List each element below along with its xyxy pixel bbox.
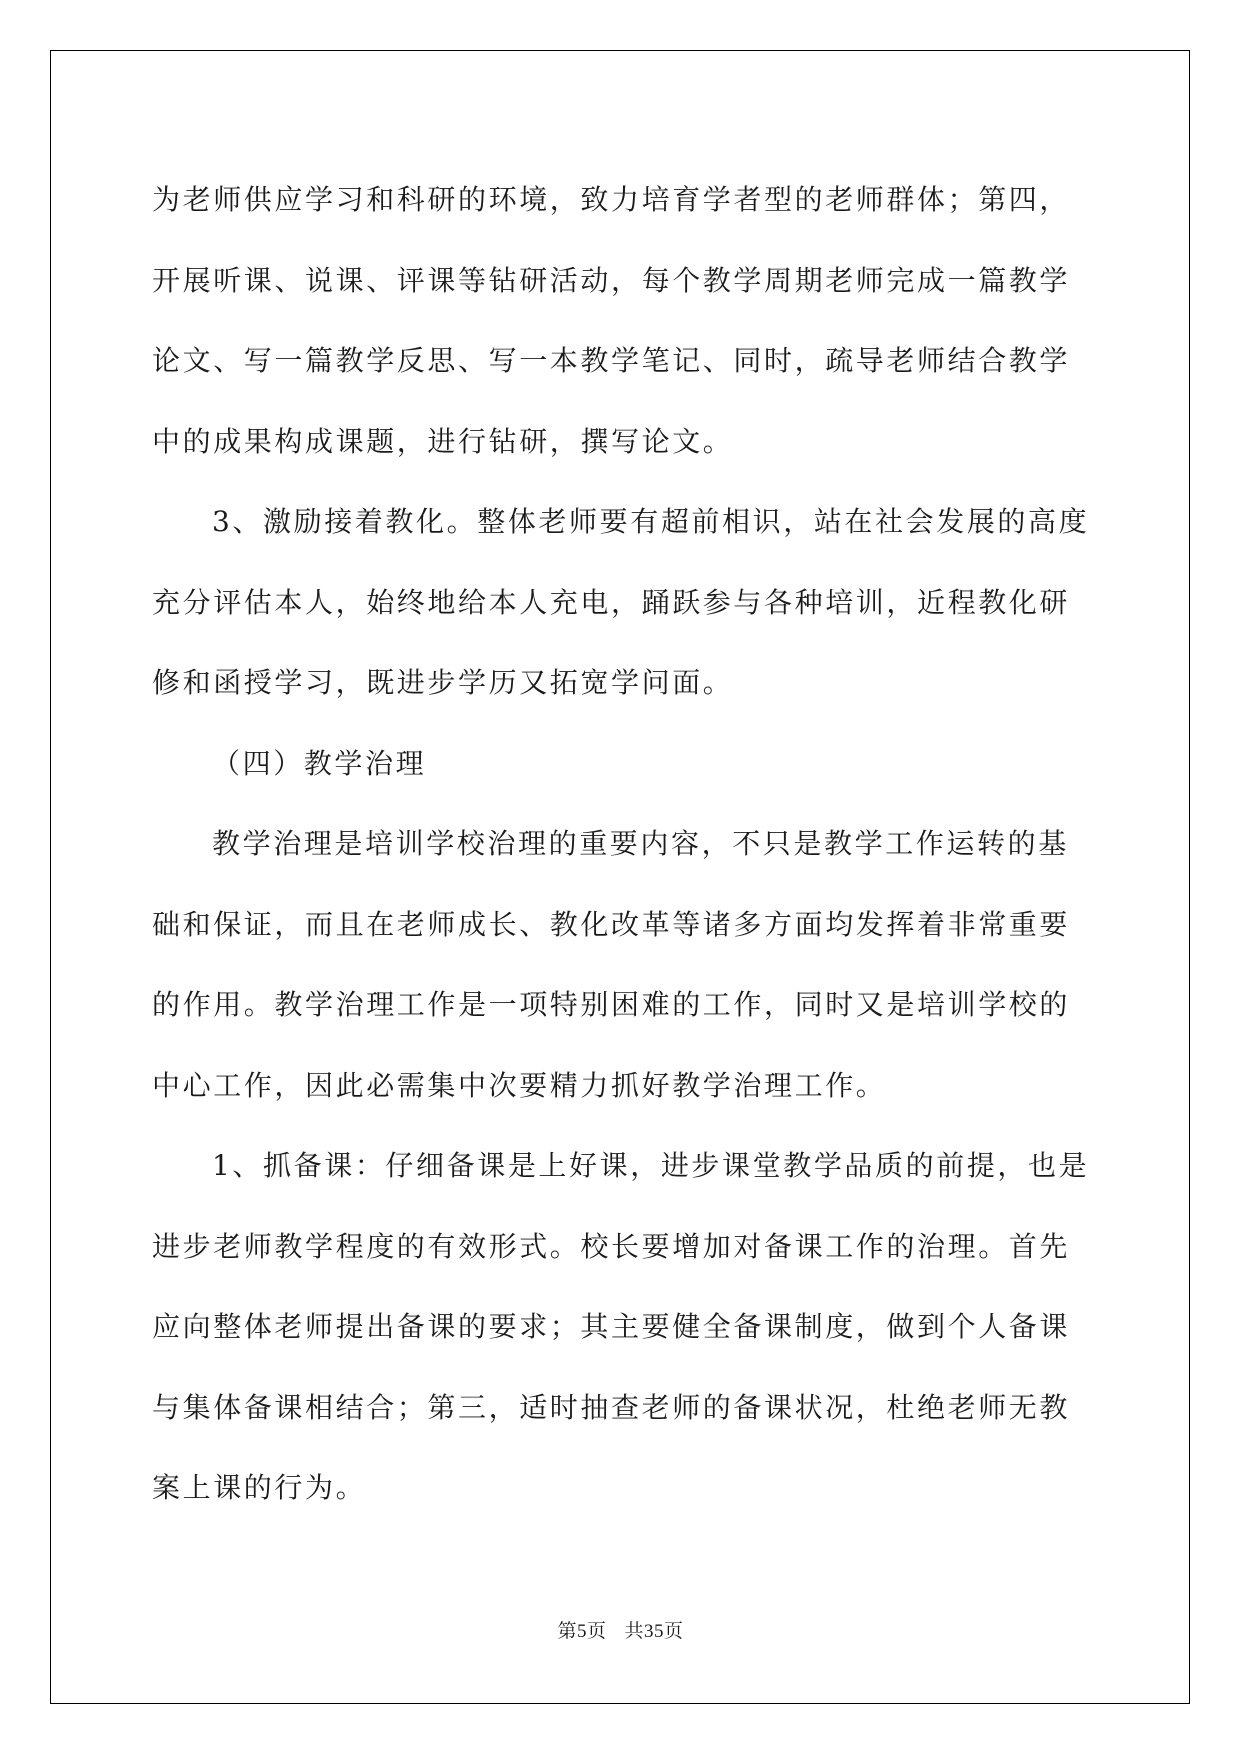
text-line: 充分评估本人，始终地给本人充电，踊跃参与各种培训，近程教化研 — [152, 585, 1071, 619]
text-line: 进步老师教学程度的有效形式。校长要增加对备课工作的治理。首先 — [152, 1229, 1071, 1263]
paragraph-start-line: 1、抓备课：仔细备课是上好课，进步课堂教学品质的前提，也是 — [212, 1149, 1090, 1182]
text-line: 应向整体老师提出备课的要求；其主要健全备课制度，做到个人备课 — [152, 1310, 1071, 1343]
text-line: 案上课的行为。 — [152, 1471, 367, 1504]
total-suffix: 页 — [664, 1620, 684, 1642]
page-suffix: 页 — [586, 1620, 607, 1642]
section-heading: （四）教学治理 — [212, 746, 427, 780]
text-line: 中的成果构成课题，进行钻研，撰写论文。 — [152, 424, 734, 458]
page-prefix: 第 — [557, 1620, 577, 1642]
text-line: 与集体备课相结合；第三，适时抽查老师的备课状况，杜绝老师无教 — [152, 1390, 1071, 1424]
page-footer — [0, 1616, 1241, 1643]
text-line: 修和函授学习，既进步学历又拓宽学问面。 — [152, 666, 734, 699]
text-line: 为老师供应学习和科研的环境，致力培育学者型的老师群体；第四， — [152, 183, 1071, 216]
total-pages: 35 — [644, 1621, 665, 1642]
total-prefix: 共 — [624, 1620, 645, 1642]
paragraph-start-line: 3、激励接着教化。整体老师要有超前相识，站在社会发展的高度 — [212, 505, 1090, 538]
page-number: 5 — [576, 1621, 587, 1642]
text-line: 开展听课、说课、评课等钻研活动，每个教学周期老师完成一篇教学 — [152, 263, 1071, 297]
text-line: 论文、写一篇教学反思、写一本教学笔记、同时，疏导老师结合教学 — [152, 344, 1071, 377]
text-line: 的作用。教学治理工作是一项特别困难的工作，同时又是培训学校的 — [152, 988, 1071, 1021]
text-line: 中心工作，因此必需集中次要精力抓好教学治理工作。 — [152, 1068, 887, 1102]
paragraph-start-line: 教学治理是培训学校治理的重要内容，不只是教学工作运转的基 — [212, 827, 1069, 860]
text-line: 础和保证，而且在老师成长、教化改革等诸多方面均发挥着非常重要 — [152, 907, 1071, 941]
document-body — [152, 160, 1090, 1529]
